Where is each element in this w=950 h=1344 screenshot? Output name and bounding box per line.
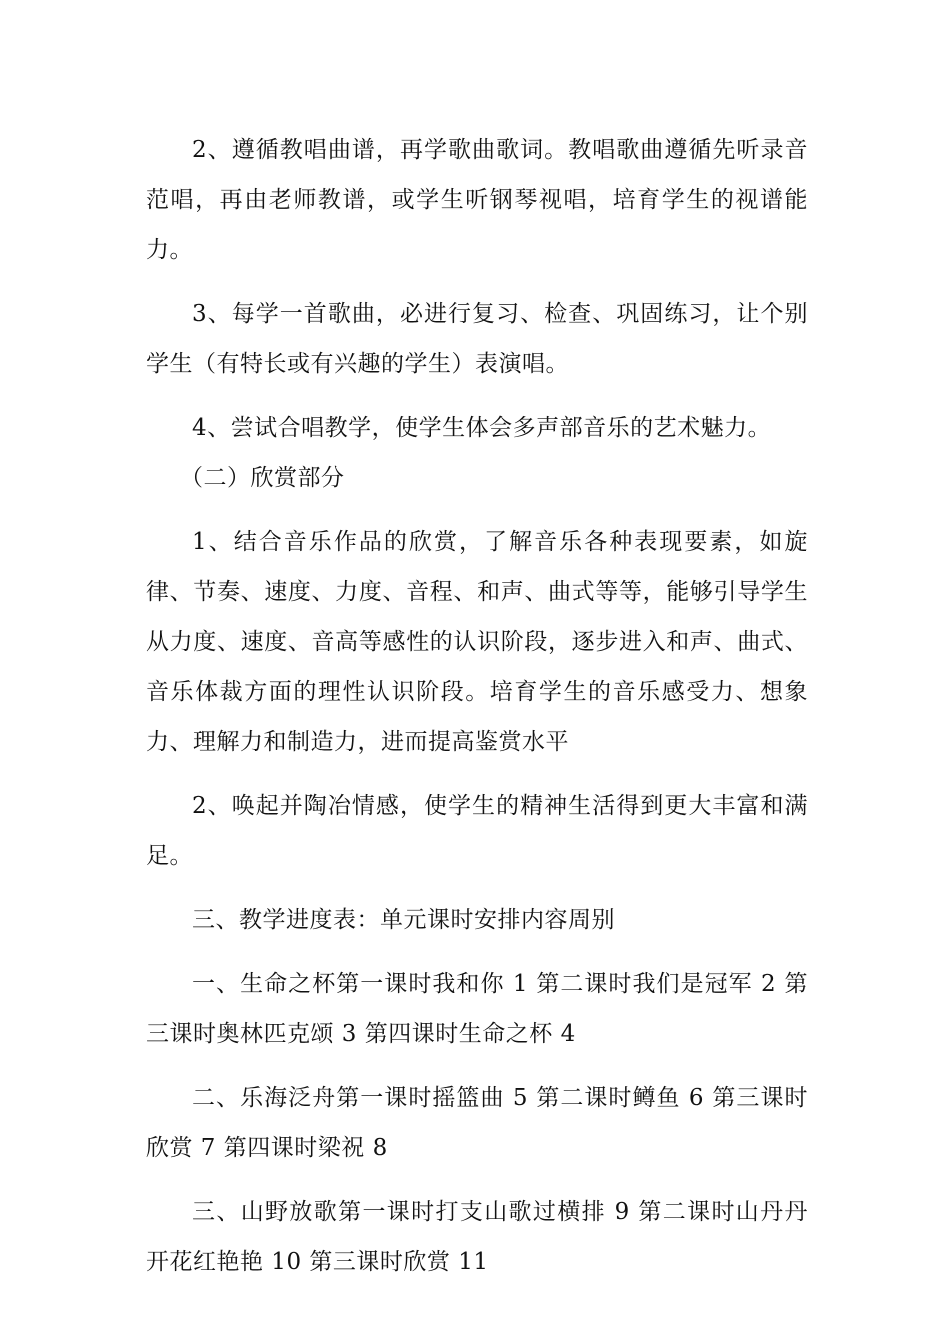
paragraph-5: 2、唤起并陶冶情感，使学生的精神生活得到更大丰富和满足。 — [146, 793, 808, 869]
paragraph-8: 三、山野放歌第一课时打支山歌过横排 9 第二课时山丹丹开花红艳艳 10 第三课时欣赏 11 — [146, 1199, 808, 1275]
paragraph-7: 二、乐海泛舟第一课时摇篮曲 5 第二课时鳟鱼 6 第三课时欣赏 7 第四课时梁祝 8 — [146, 1085, 808, 1161]
paragraph-4: 1、结合音乐作品的欣赏，了解音乐各种表现要素，如旋律、节奏、速度、力度、音程、和声、曲式等等，能够引导学生从力度、速度、音高等感性的认识阶段，逐步进入和声、曲式、音乐体裁方面的理性认识阶段。培育学生的音乐感受力、想象力、理解力和制造力，进而提高鉴赏水平 — [146, 529, 808, 755]
section-heading-schedule: 三、教学进度表：单元课时安排内容周别 — [192, 907, 615, 933]
paragraph-6: 一、生命之杯第一课时我和你 1 第二课时我们是冠军 2 第三课时奥林匹克颂 3 第四课时生命之杯 4 — [146, 971, 808, 1047]
paragraph-3: 4、尝试合唱教学，使学生体会多声部音乐的艺术魅力。 — [192, 415, 772, 441]
paragraph-1: 2、遵循教唱曲谱，再学歌曲歌词。教唱歌曲遵循先听录音范唱，再由老师教谱，或学生听钢琴视唱，培育学生的视谱能力。 — [146, 137, 808, 263]
paragraph-2: 3、每学一首歌曲，必进行复习、检查、巩固练习，让个别学生（有特长或有兴趣的学生）表演唱。 — [146, 301, 808, 377]
document-body — [146, 125, 808, 1301]
section-heading-appreciation: （二）欣赏部分 — [180, 465, 345, 491]
